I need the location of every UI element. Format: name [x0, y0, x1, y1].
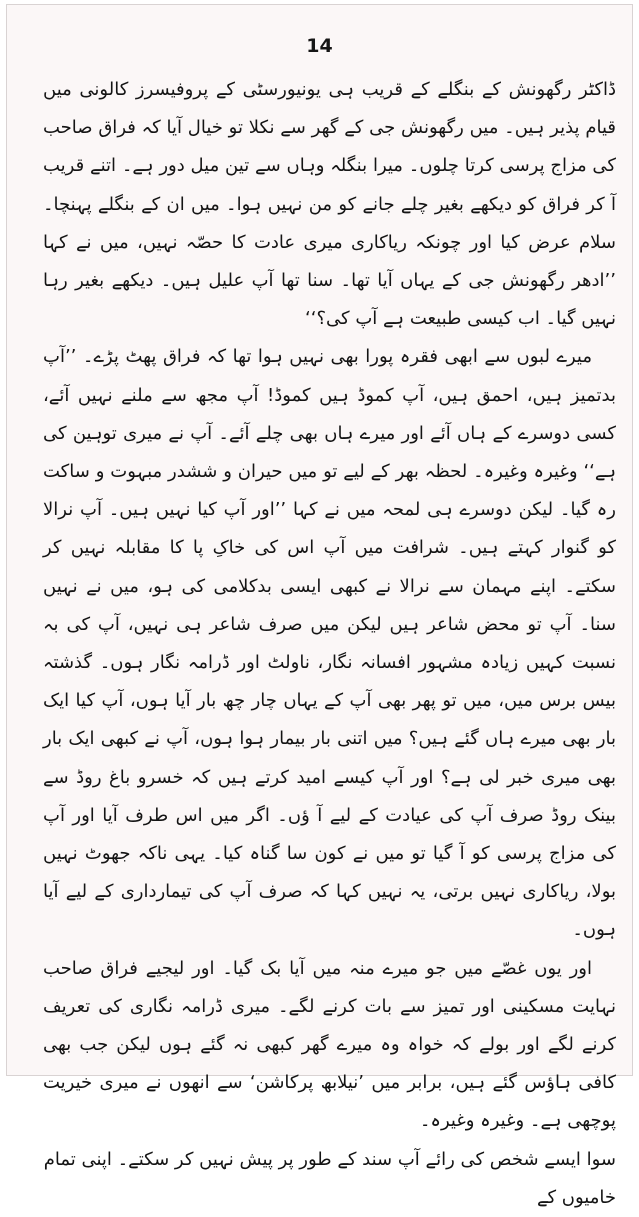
paragraph-firaq-outburst-and-reply: میرے لبوں سے ابھی فقرہ پورا بھی نہیں ہوا تھا کہ فراق پھٹ پڑے۔ ’’آپ بدتمیز ہیں، احمق ہیں، آپ کموڈ ہیں کموڈ! آپ مجھ سے ملنے نہیں آئے، کسی دوسرے کے ہاں آئے اور میرے ہاں بھی چلے آئے۔ آپ نے میری توہین کی ہے‘‘ وغیرہ وغیرہ۔ لحظہ بھر کے لیے تو میں حیران و ششدر مبہوت و ساکت رہ گیا۔ لیکن دوسرے ہی لمحہ میں نے کہا ’’اور آپ کیا نہیں ہیں۔ آپ نرالا کو گنوار کہتے ہیں۔ شرافت میں آپ اس کی خاکِ پا کا مقابلہ نہیں کر سکتے۔ اپنے مہمان سے نرالا نے کبھی ایسی بدکلامی کی ہو، میں نے نہیں سنا۔ آپ تو محض شاعر ہیں لیکن میں صرف شاعر ہی نہیں، آپ کی بہ نسبت کہیں زیادہ مشہور افسانہ نگار، ناولٹ اور ڈرامہ نگار ہوں۔ گذشتہ بیس برس میں، میں تو پھر بھی آپ کے یہاں چار چھ بار آیا ہوں، آپ کیا ایک بار بھی میرے ہاں گئے ہیں؟ میں اتنی بار بیمار ہوا ہوں، آپ نے کبھی ایک بار بھی میری خبر لی ہے؟ اور آپ کیسے امید کرتے ہیں کہ خسرو باغ روڈ سے بینک روڈ صرف آپ کی عیادت کے لیے آ ؤں۔ اگر میں اس طرف آیا اور آپ کی مزاج پرسی کو آ گیا تو میں نے کون سا گناہ کیا۔ یہی ناکہ جھوٹ نہیں بولا، ریاکاری نہیں برتی، یہ نہیں کہا کہ صرف آپ کی تیمارداری کے لیے آیا ہوں۔	[43, 346, 616, 941]
paragraph-continuation: سوا ایسے شخص کی رائے آپ سند کے طور پر پیش نہیں کر سکتے۔ اپنی تمام خامیوں کے	[43, 1148, 616, 1208]
page-number: 14	[306, 35, 333, 57]
book-page	[6, 4, 633, 1208]
body-text	[43, 71, 616, 1217]
paragraph-firaq-calms-down: اور یوں غصّے میں جو میرے منہ میں آیا بک گیا۔ اور لیجیے فراق صاحب نہایت مسکینی اور تمیز سے بات کرنے لگے۔ میری ڈرامہ نگاری کی تعریف کرنے لگے اور بولے کہ خواہ وہ میرے گھر کبھی نہ گئے ہوں لیکن جب بھی کافی ہاؤس گئے ہیں، برابر میں ’نیلابھ پرکاشن‘ سے انھوں نے میری خیریت پوچھی ہے۔ وغیرہ وغیرہ۔	[43, 957, 616, 1132]
paragraph-arrival-at-firaq: ڈاکٹر رگھونش کے بنگلے کے قریب ہی یونیورسٹی کے پروفیسرز کالونی میں قیام پذیر ہیں۔ میں رگھونش جی کے گھر سے نکلا تو خیال آیا کہ فراق صاحب کی مزاج پرسی کرتا چلوں۔ میرا بنگلہ وہاں سے تین میل دور ہے۔ اتنے قریب آ کر فراق کو دیکھے بغیر چلے جانے کو من نہیں ہوا۔ میں ان کے بنگلے پہنچا۔ سلام عرض کیا اور چونکہ ریاکاری میری عادت کا حصّہ نہیں، میں نے کہا ’’ادھر رگھونش جی کے یہاں آیا تھا۔ سنا تھا آپ علیل ہیں۔ دیکھے بغیر رہا نہیں گیا۔ اب کیسی طبیعت ہے آپ کی؟‘‘	[43, 79, 616, 330]
